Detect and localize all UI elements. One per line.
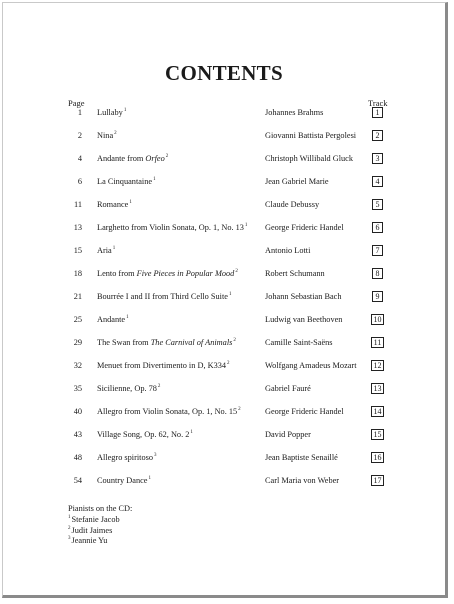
pianist-note-mark: 3 (154, 453, 157, 458)
footnote-item (68, 536, 107, 545)
composer-name: Ludwig van Beethoven (265, 315, 343, 324)
piece-title (97, 108, 126, 117)
page-number: 18 (73, 269, 82, 278)
page-number: 29 (73, 338, 82, 347)
page-number: 2 (77, 131, 82, 140)
track-number-box: 9 (372, 291, 383, 302)
page-title: CONTENTS (165, 61, 283, 85)
pianist-note-mark: 1 (190, 430, 193, 435)
pianist-name: Stefanie Jacob (71, 515, 120, 524)
composer-name: Johann Sebastian Bach (265, 292, 342, 301)
footnote-item (68, 515, 120, 524)
track-number-box: 4 (372, 176, 383, 187)
pianist-note-mark: 2 (233, 338, 236, 343)
pianist-note-mark: 1 (228, 292, 232, 297)
track-number-box: 11 (371, 337, 384, 348)
composer-name: Robert Schumann (265, 269, 325, 278)
pianist-note-mark: 2 (238, 407, 241, 412)
composer-name: Gabriel Fauré (265, 384, 311, 393)
piece-title-text: La Cinquantaine (97, 177, 153, 186)
page-number: 48 (73, 453, 82, 462)
track-number-box: 15 (371, 429, 384, 440)
piece-title-text: Nina (97, 131, 114, 140)
pianist-note-mark: 2 (157, 384, 161, 389)
pianist-note-mark: 1 (153, 177, 156, 182)
page-number: 4 (77, 154, 82, 163)
track-number-box: 14 (371, 406, 384, 417)
page-number: 32 (73, 361, 82, 370)
piece-title (97, 407, 241, 416)
pianist-name: Judit Jaimes (71, 525, 113, 535)
pianist-note-mark: 1 (129, 200, 132, 205)
page-number: 35 (73, 384, 82, 393)
footnote-item (68, 526, 112, 535)
page-number: 6 (77, 177, 82, 186)
piece-title-text: Lento from (97, 269, 137, 278)
page-number: 21 (73, 292, 82, 301)
contents-row (3, 383, 445, 397)
page-number: 15 (73, 246, 82, 255)
contents-page (2, 2, 448, 598)
piece-title (97, 177, 156, 186)
track-number-box: 3 (372, 153, 383, 164)
track-number-box: 16 (371, 452, 384, 463)
piece-title (97, 384, 160, 393)
contents-row (3, 268, 445, 282)
piece-title-italic: Orfeo (145, 154, 165, 163)
piece-title-italic: Five Pieces in Popular Mood (136, 269, 235, 278)
track-column-header: Track (368, 98, 388, 108)
page-number: 25 (73, 315, 82, 324)
piece-title-italic: The Carnival of Animals (150, 338, 233, 347)
contents-row (3, 107, 445, 121)
piece-title-text: Allegro spiritoso (97, 453, 153, 462)
contents-row (3, 452, 445, 466)
contents-row (3, 337, 445, 351)
piece-title (97, 292, 231, 301)
track-number-box: 10 (371, 314, 384, 325)
track-number-box: 8 (372, 268, 383, 279)
page-number: 43 (73, 430, 82, 439)
contents-row (3, 291, 445, 305)
composer-name: David Popper (265, 430, 311, 439)
piece-title (97, 338, 236, 347)
piece-title-text: Bourrée I and II from Third Cello Suite (97, 292, 228, 301)
piece-title-text: The Swan from (97, 338, 151, 347)
contents-row (3, 360, 445, 374)
piece-title (97, 269, 238, 278)
pianist-name: Jeannie Yu (71, 536, 108, 545)
piece-title (97, 131, 117, 140)
pianist-note-mark: 2 (165, 154, 169, 159)
pianist-note-mark: 1 (244, 223, 248, 228)
composer-name: George Frideric Handel (265, 407, 344, 416)
footnote-mark: 3 (68, 536, 71, 541)
track-number-box: 2 (372, 130, 383, 141)
piece-title-text: Country Dance (97, 476, 148, 485)
contents-row (3, 130, 445, 144)
composer-name: Christoph Willibald Gluck (265, 154, 354, 163)
piece-title (97, 361, 230, 370)
piece-title-text: Romance (97, 200, 129, 209)
composer-name: Jean Baptiste Senaillé (265, 453, 338, 462)
footnote-mark: 2 (68, 525, 71, 531)
footnote-mark: 1 (68, 515, 71, 520)
piece-title-text: Village Song, Op. 62, No. 2 (97, 430, 190, 439)
composer-name: Wolfgang Amadeus Mozart (265, 361, 357, 370)
page-number: 54 (73, 476, 82, 485)
piece-title-text: Menuet from Divertimento in D, K334 (97, 361, 227, 370)
piece-title-text: Sicilienne, Op. 78 (97, 384, 157, 393)
composer-name: Claude Debussy (265, 200, 320, 209)
composer-name: Jean Gabriel Marie (265, 177, 329, 186)
piece-title-text: Allegro from Violin Sonata, Op. 1, No. 15 (97, 407, 238, 416)
pianist-note-mark: 2 (114, 131, 117, 136)
track-number-box: 17 (371, 475, 384, 486)
composer-name: George Frideric Handel (265, 223, 344, 232)
composer-name: Giovanni Battista Pergolesi (265, 131, 357, 140)
contents-row (3, 222, 445, 236)
piece-title-text: Andante (97, 315, 126, 324)
contents-row (3, 245, 445, 259)
piece-title (97, 154, 168, 163)
page-number: 40 (73, 407, 82, 416)
composer-name: Antonio Lotti (265, 246, 311, 255)
piece-title (97, 246, 115, 255)
composer-name: Carl Maria von Weber (265, 476, 340, 485)
page-column-header: Page (68, 98, 85, 108)
piece-title-text: Lullaby (97, 108, 123, 117)
piece-title-text: Larghetto from Violin Sonata, Op. 1, No. 13 (97, 223, 244, 232)
contents-row (3, 314, 445, 328)
pianist-note-mark: 2 (235, 269, 238, 274)
track-number-box: 5 (372, 199, 383, 210)
page-number: 1 (77, 108, 82, 117)
footnote-heading: Pianists on the CD: (68, 504, 133, 513)
page-number: 11 (74, 200, 82, 209)
track-number-box: 12 (371, 360, 384, 371)
track-number-box: 7 (372, 245, 383, 256)
contents-row (3, 429, 445, 443)
track-number-box: 6 (372, 222, 383, 233)
composer-name: Johannes Brahms (265, 108, 324, 117)
piece-title (97, 476, 151, 485)
piece-title (97, 223, 247, 232)
pianist-note-mark: 1 (126, 315, 129, 320)
contents-row (3, 475, 445, 489)
contents-row (3, 176, 445, 190)
composer-name: Camille Saint-Saëns (265, 338, 333, 347)
piece-title (97, 453, 157, 462)
pianist-note-mark: 1 (123, 108, 127, 113)
piece-title-text: Aria (97, 246, 112, 255)
page-number: 13 (73, 223, 82, 232)
track-number-box: 13 (371, 383, 384, 394)
contents-row (3, 153, 445, 167)
pianist-note-mark: 1 (148, 476, 151, 481)
piece-title (97, 200, 132, 209)
pianist-note-mark: 1 (112, 246, 116, 251)
piece-title (97, 315, 129, 324)
track-number-box: 1 (372, 107, 383, 118)
contents-row (3, 199, 445, 213)
contents-row (3, 406, 445, 420)
piece-title-text: Andante from (97, 154, 146, 163)
piece-title (97, 430, 193, 439)
pianist-note-mark: 2 (227, 361, 230, 366)
